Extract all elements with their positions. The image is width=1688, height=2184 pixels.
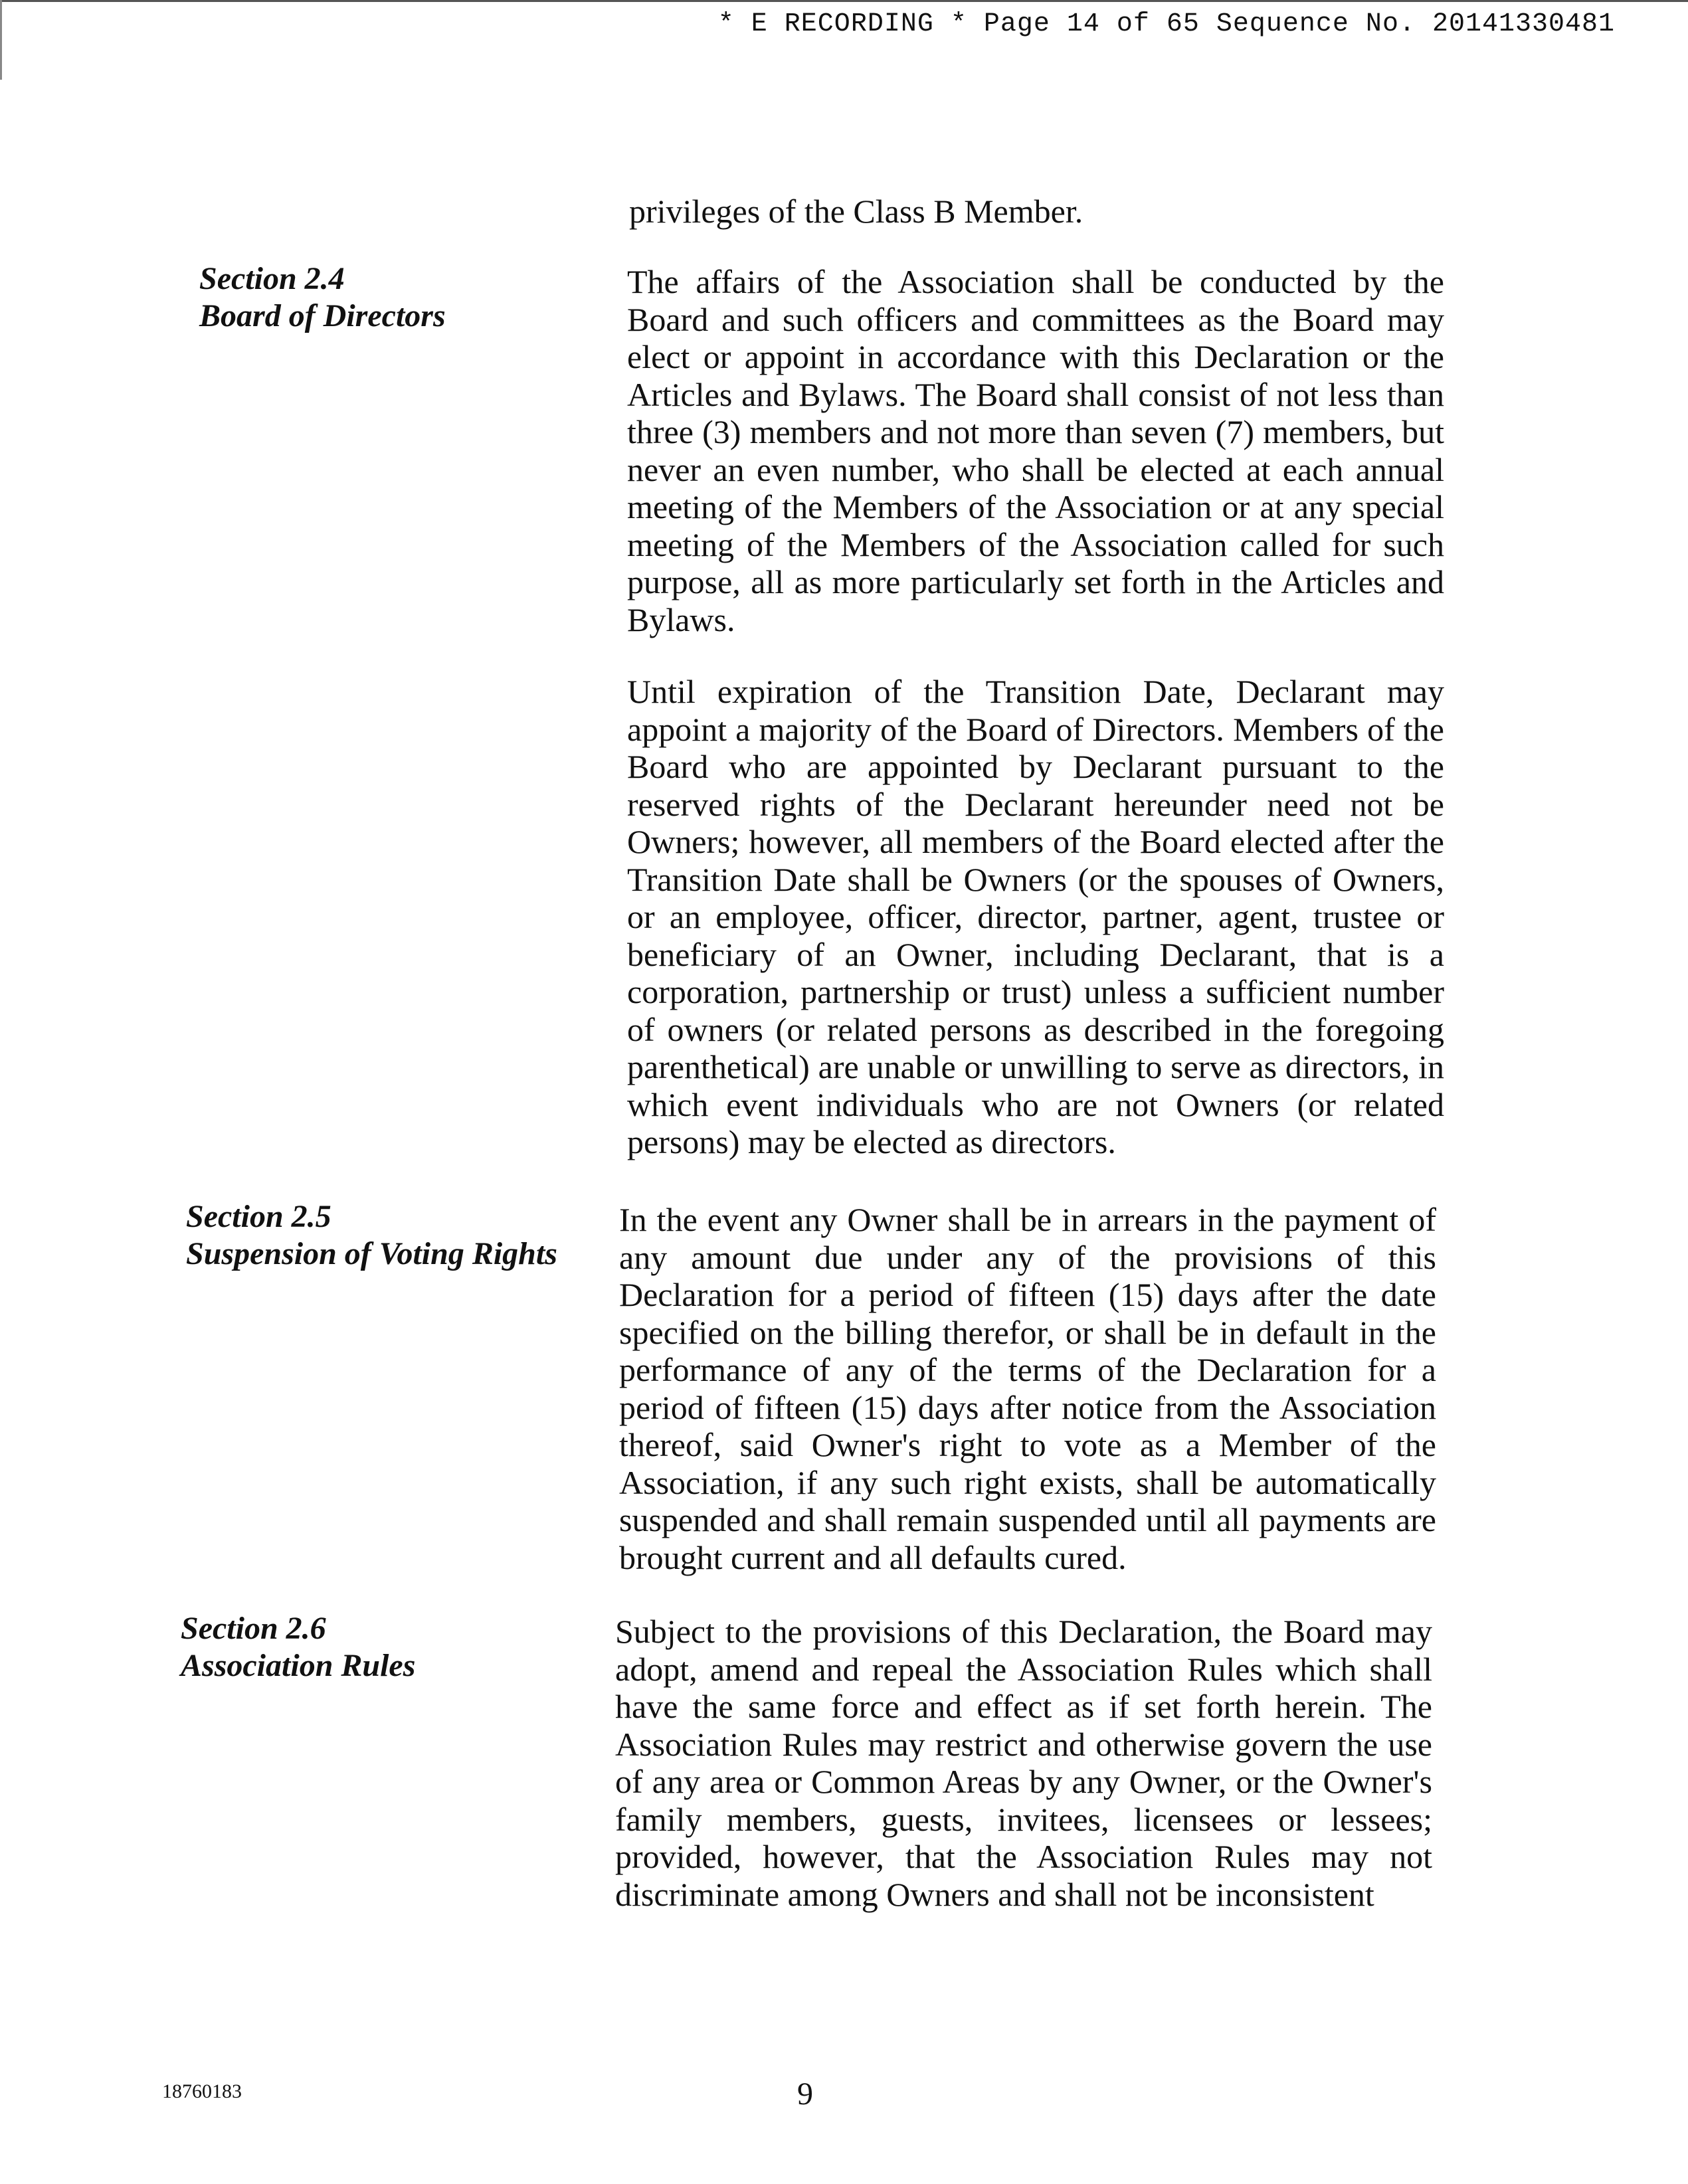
paragraph: The affairs of the Association shall be conducted by the Board and such officers and committees as the Board may elect or appoint in accordance with this Declaration or the Articles and Bylaws. The Board shall consist of not less than three (3) members and not more than seven (7) members, but never an even number, who shall be elected at each annual meeting of the Members of the Association or at any special meeting of the Members of the Association called for such purpose, all as more particularly set forth in the Articles and Bylaws. (627, 263, 1444, 638)
section-heading (186, 1198, 557, 1273)
section-number: Section 2.5 (186, 1199, 331, 1234)
section-title: Board of Directors (199, 298, 446, 333)
paragraph: Subject to the provisions of this Declaration, the Board may adopt, amend and repeal the Association Rules which shall have the same force and effect as if set forth herein. The Association Rules may restrict and otherwise govern the use of any area or Common Areas by any Owner, or the Owner's family members, guests, invitees, licensees or lessees; provided, however, that the Association Rules may not discriminate among Owners and shall not be inconsistent (615, 1613, 1432, 1913)
section-title: Association Rules (181, 1648, 416, 1683)
section-number: Section 2.4 (199, 261, 345, 296)
section-heading (181, 1610, 415, 1684)
section-body (615, 1613, 1432, 1913)
top-border-rule (0, 0, 1688, 2)
continuation-text: privileges of the Class B Member. (629, 193, 1083, 230)
page-number: 9 (797, 2076, 813, 2112)
section-body (619, 1201, 1436, 1576)
recording-stamp: * E RECORDING * Page 14 of 65 Sequence No. 20141330481 (717, 9, 1615, 39)
section-title: Suspension of Voting Rights (186, 1236, 557, 1271)
paragraph: In the event any Owner shall be in arrears in the payment of any amount due under any of the provisions of this Declaration for a period of fifteen (15) days after the date specified on the billing therefor, or shall be in default in the performance of any of the terms of the Declaration for a period of fifteen (15) days after notice from the Association thereof, said Owner's right to vote as a Member of the Association, if any such right exists, shall be automatically suspended and shall remain suspended until all payments are brought current and all defaults cured. (619, 1201, 1436, 1576)
section-number: Section 2.6 (181, 1611, 326, 1646)
section-body (627, 263, 1444, 1161)
section-heading (199, 260, 446, 335)
paragraph: Until expiration of the Transition Date, Declarant may appoint a majority of the Board of Directors. Members of the Board who are appointed by Declarant pursuant to the reserved rights of the Declarant hereunder need not be Owners; however, all members of the Board elected after the Transition Date shall be Owners (or the spouses of Owners, or an employee, officer, director, partner, agent, trustee or beneficiary of an Owner, including Declarant, that is a corporation, partnership or trust) unless a sufficient number of owners (or related persons as described in the foregoing parenthetical) are unable or unwilling to serve as directors, in which event individuals who are not Owners (or related persons) may be elected as directors. (627, 673, 1444, 1160)
document-id: 18760183 (162, 2080, 242, 2102)
left-edge-mark (0, 0, 2, 80)
